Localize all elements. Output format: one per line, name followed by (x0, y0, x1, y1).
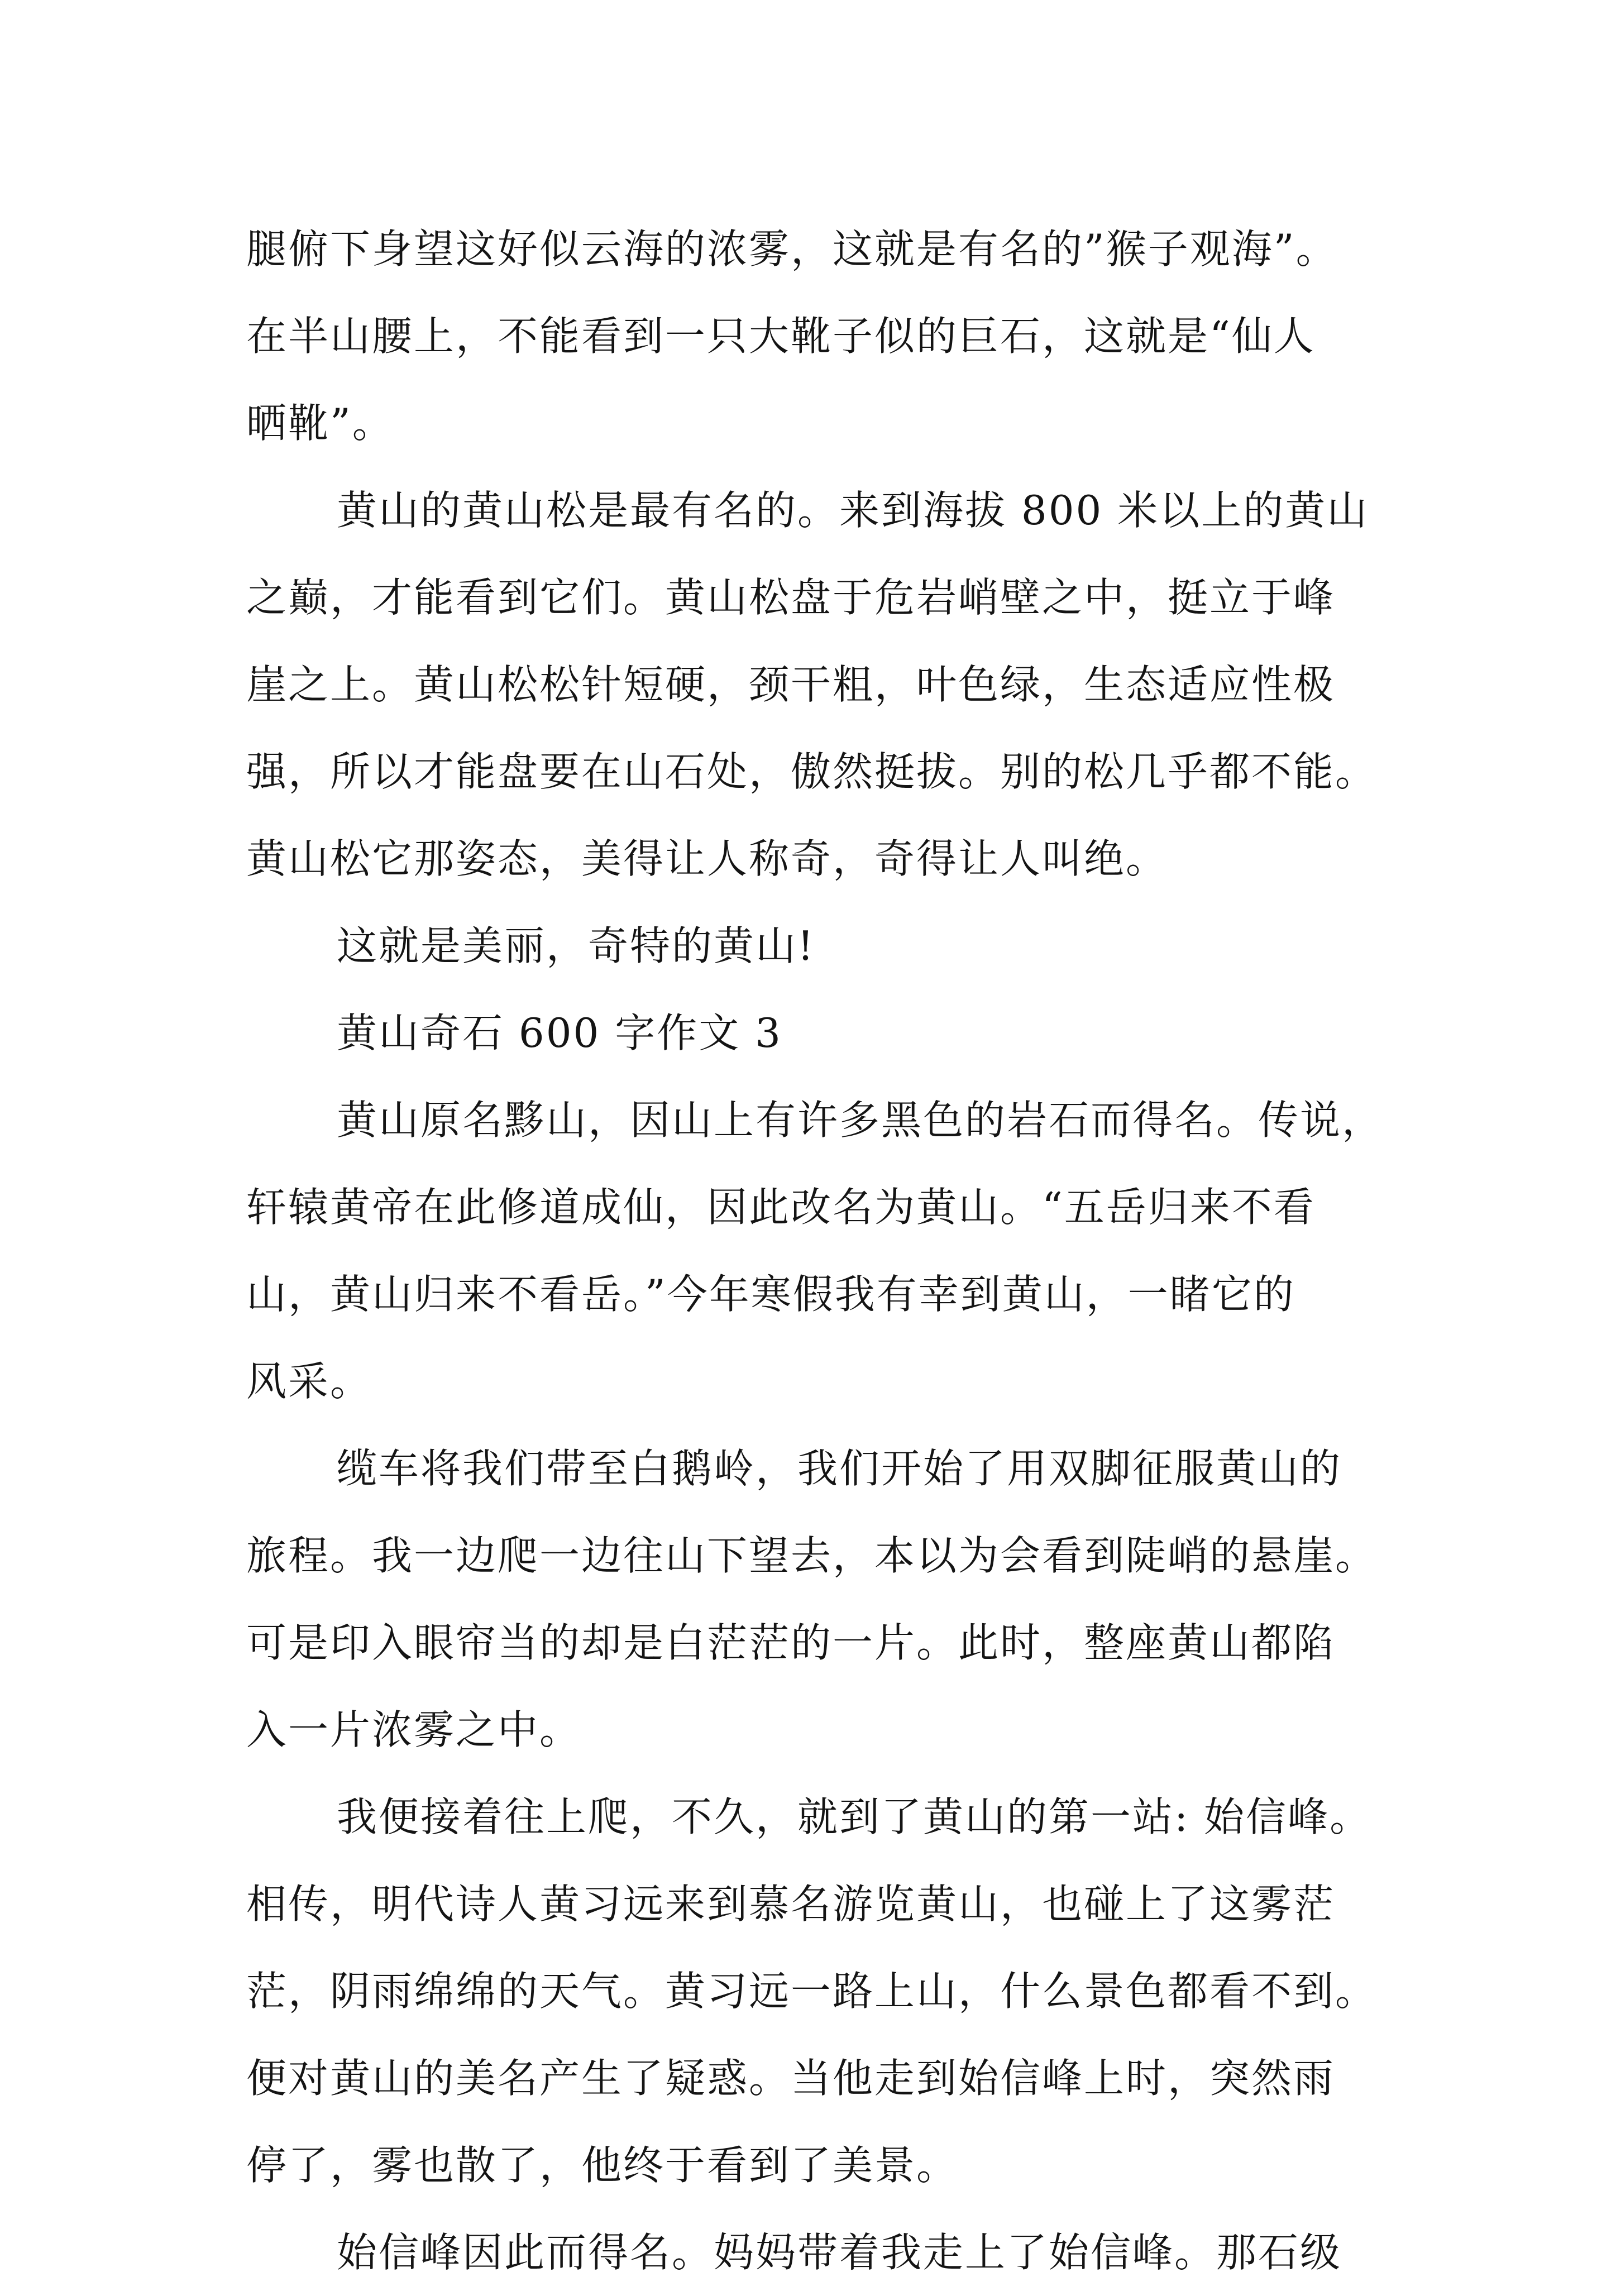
text-line: 晒靴”。 (246, 400, 394, 447)
text-line: 便对黄山的美名产生了疑惑。当他走到始信峰上时，突然雨 (246, 2055, 1336, 2102)
text-line: 山，黄山归来不看岳。”今年寒假我有幸到黄山，一睹它的 (246, 1271, 1295, 1318)
text-line: 旅程。我一边爬一边往山下望去，本以为会看到陡峭的悬崖。 (246, 1532, 1378, 1579)
text-line: 相传，明代诗人黄习远来到慕名游览黄山，也碰上了这雾茫 (246, 1881, 1336, 1927)
text-line: 入一片浓雾之中。 (246, 1706, 582, 1753)
text-line: 这就是美丽，奇特的黄山! (337, 922, 815, 969)
text-line: 黄山的黄山松是最有名的。来到海拔 800 米以上的黄山 (337, 487, 1369, 534)
text-line: 始信峰因此而得名。妈妈带着我走上了始信峰。那石级 (337, 2229, 1342, 2276)
text-line: 黄山奇石 600 字作文 3 (337, 1010, 782, 1056)
text-line: 我便接着往上爬，不久，就到了黄山的第一站: 始信峰。 (337, 1793, 1372, 1840)
text-line: 停了，雾也散了，他终于看到了美景。 (246, 2142, 959, 2189)
text-line: 黄山松它那姿态，美得让人称奇，奇得让人叫绝。 (246, 835, 1168, 882)
text-line: 茫，阴雨绵绵的天气。黄习远一路上山，什么景色都看不到。 (246, 1968, 1378, 2015)
text-line: 可是印入眼帘当的却是白茫茫的一片。此时，整座黄山都陷 (246, 1619, 1336, 1666)
text-line: 在半山腰上，不能看到一只大靴子似的巨石，这就是“仙人 (246, 313, 1316, 360)
text-line: 腿俯下身望这好似云海的浓雾，这就是有名的”猴子观海”。 (246, 226, 1338, 272)
text-line: 崖之上。黄山松松针短硬，颈干粗，叶色绿，生态适应性极 (246, 661, 1336, 708)
text-line: 黄山原名黟山，因山上有许多黑色的岩石而得名。传说， (337, 1097, 1384, 1144)
text-line: 轩辕黄帝在此修道成仙，因此改名为黄山。“五岳归来不看 (246, 1184, 1316, 1231)
text-line: 强，所以才能盘要在山石处，傲然挺拔。别的松几乎都不能。 (246, 748, 1378, 795)
text-line: 风采。 (246, 1358, 372, 1405)
text-line: 缆车将我们带至白鹅岭，我们开始了用双脚征服黄山的 (337, 1445, 1342, 1492)
text-line: 之巅，才能看到它们。黄山松盘于危岩峭壁之中，挺立于峰 (246, 574, 1336, 621)
document-body-text (246, 205, 1385, 2296)
